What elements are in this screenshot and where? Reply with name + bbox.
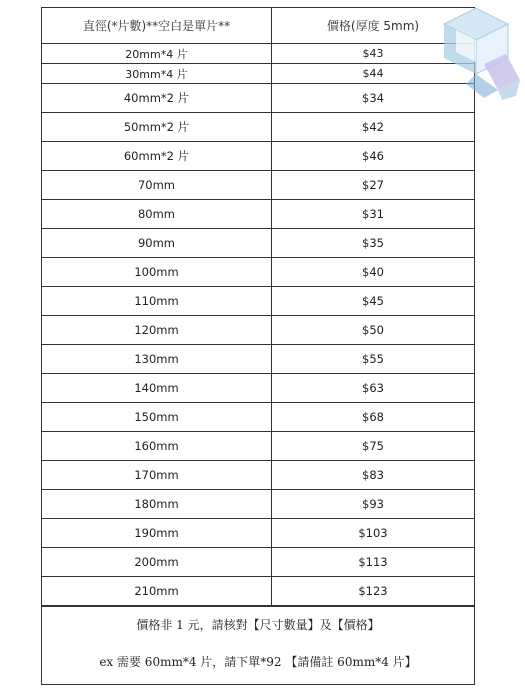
- size-cell: 150mm: [42, 403, 272, 432]
- table-row: [42, 519, 474, 548]
- table-row: [42, 316, 474, 345]
- size-cell: 210mm: [42, 577, 272, 606]
- size-cell: 80mm: [42, 200, 272, 229]
- size-cell: 140mm: [42, 374, 272, 403]
- price-cell: $46: [272, 142, 475, 171]
- size-cell: 30mm*4 片: [42, 64, 272, 84]
- size-cell: 190mm: [42, 519, 272, 548]
- price-cell: $68: [272, 403, 475, 432]
- table-row: [42, 258, 474, 287]
- table-header-row: [42, 8, 474, 44]
- price-cell: $123: [272, 577, 475, 606]
- table-row: [42, 44, 474, 64]
- size-cell: 180mm: [42, 490, 272, 519]
- price-cell: $27: [272, 171, 475, 200]
- table-row: [42, 64, 474, 84]
- price-cell: $43: [272, 44, 475, 64]
- price-cell: $93: [272, 490, 475, 519]
- table-row: [42, 345, 474, 374]
- size-cell: 200mm: [42, 548, 272, 577]
- price-table: [42, 8, 474, 606]
- price-cell: $35: [272, 229, 475, 258]
- price-cell: $83: [272, 461, 475, 490]
- size-cell: 50mm*2 片: [42, 113, 272, 142]
- price-cell: $44: [272, 64, 475, 84]
- header-diameter: 直徑(*片數)**空白是單片**: [42, 8, 272, 44]
- table-row: [42, 461, 474, 490]
- size-cell: 160mm: [42, 432, 272, 461]
- price-cell: $34: [272, 84, 475, 113]
- table-row: [42, 432, 474, 461]
- order-example-note: ex 需要 60mm*4 片，請下單*92 【請備註 60mm*4 片】: [99, 655, 417, 669]
- size-cell: 60mm*2 片: [42, 142, 272, 171]
- price-cell: $103: [272, 519, 475, 548]
- cube-logo-icon: [436, 4, 522, 102]
- table-row: [42, 577, 474, 606]
- table-row: [42, 490, 474, 519]
- size-cell: 170mm: [42, 461, 272, 490]
- size-cell: 110mm: [42, 287, 272, 316]
- price-cell: $75: [272, 432, 475, 461]
- price-cell: $31: [272, 200, 475, 229]
- size-cell: 20mm*4 片: [42, 44, 272, 64]
- price-cell: $113: [272, 548, 475, 577]
- price-cell: $45: [272, 287, 475, 316]
- size-cell: 100mm: [42, 258, 272, 287]
- size-cell: 120mm: [42, 316, 272, 345]
- price-cell: $55: [272, 345, 475, 374]
- size-cell: 130mm: [42, 345, 272, 374]
- header-price: 價格(厚度 5mm): [272, 8, 475, 44]
- table-row: [42, 287, 474, 316]
- table-row: [42, 403, 474, 432]
- table-row: [42, 171, 474, 200]
- price-cell: $42: [272, 113, 475, 142]
- size-cell: 70mm: [42, 171, 272, 200]
- notes-section: [42, 606, 474, 684]
- price-cell: $50: [272, 316, 475, 345]
- table-row: [42, 84, 474, 113]
- table-row: [42, 142, 474, 171]
- table-row: [42, 113, 474, 142]
- table-row: [42, 548, 474, 577]
- price-sheet: [41, 7, 475, 685]
- price-note: 價格非 1 元，請核對【尺寸數量】及【價格】: [136, 618, 380, 632]
- size-cell: 40mm*2 片: [42, 84, 272, 113]
- price-cell: $40: [272, 258, 475, 287]
- table-row: [42, 229, 474, 258]
- price-cell: $63: [272, 374, 475, 403]
- table-row: [42, 200, 474, 229]
- table-row: [42, 374, 474, 403]
- size-cell: 90mm: [42, 229, 272, 258]
